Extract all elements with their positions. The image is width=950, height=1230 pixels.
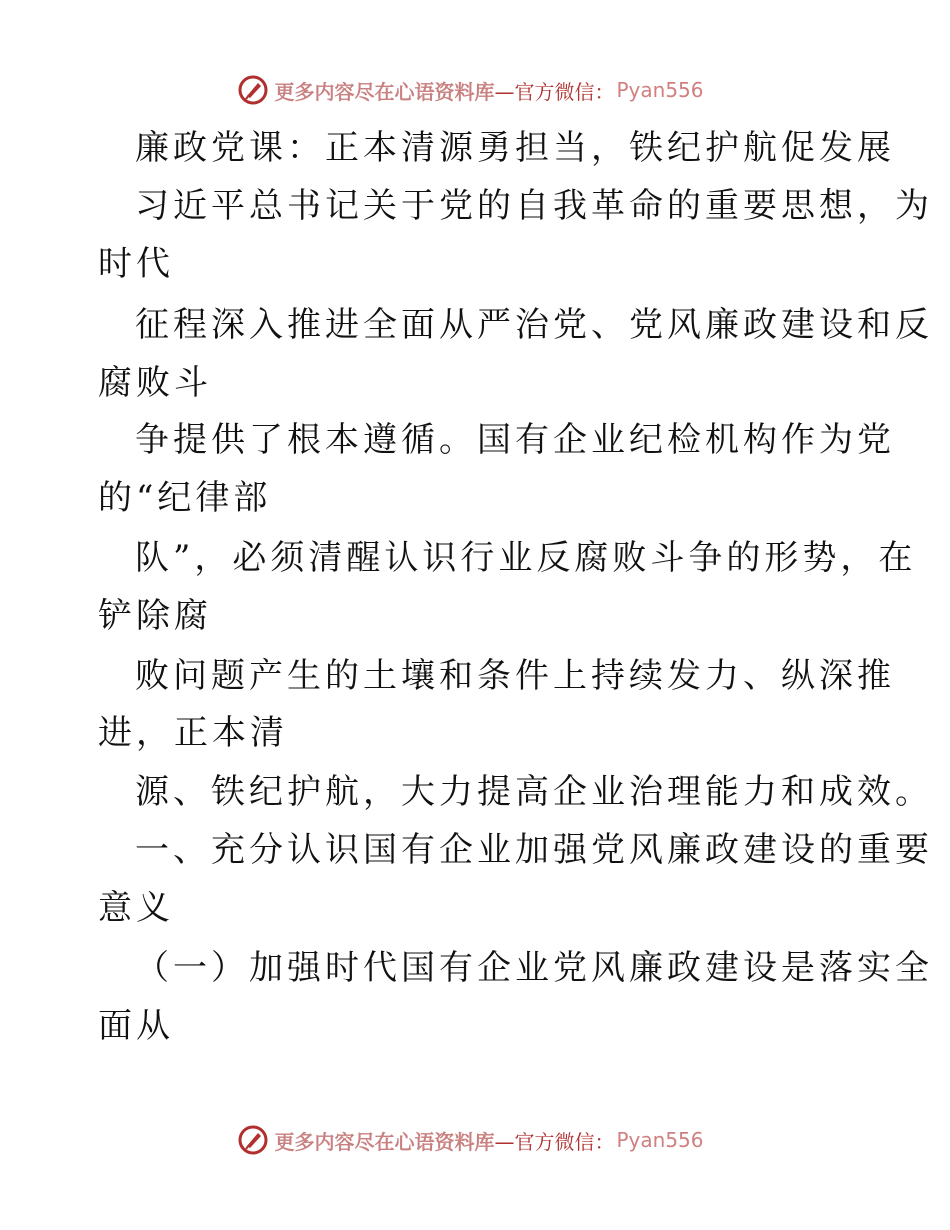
watermark-subtitle: —官方微信： bbox=[494, 1129, 615, 1154]
watermark-subtitle: —官方微信： bbox=[494, 79, 615, 104]
header-watermark bbox=[0, 70, 950, 110]
text-line: 的“纪律部 bbox=[98, 478, 272, 518]
text-line: 习近平总书记关于党的自我革命的重要思想，为 bbox=[135, 186, 933, 226]
watermark-title: 更多内容尽在心语资料库 bbox=[274, 79, 495, 104]
footer-watermark bbox=[0, 1120, 950, 1160]
text-line: 队”，必须清醒认识行业反腐败斗争的形势，在 bbox=[135, 538, 917, 578]
text-line: 进，正本清 bbox=[98, 713, 288, 753]
text-line: 时代 bbox=[98, 244, 174, 284]
text-line: 败问题产生的土壤和条件上持续发力、纵深推 bbox=[135, 656, 895, 696]
text-line: 争提供了根本遵循。国有企业纪检机构作为党 bbox=[135, 420, 895, 460]
text-line: 源、铁纪护航，大力提高企业治理能力和成效。 bbox=[135, 772, 933, 812]
subsection-heading: （一）加强时代国有企业党风廉政建设是落实全 bbox=[135, 948, 933, 988]
watermark-wechat-id: Pyan556 bbox=[616, 1128, 704, 1152]
watermark-title: 更多内容尽在心语资料库 bbox=[274, 1129, 495, 1154]
text-line: 征程深入推进全面从严治党、党风廉政建设和反 bbox=[135, 305, 933, 345]
quill-logo-icon bbox=[238, 75, 268, 105]
quill-logo-icon bbox=[238, 1125, 268, 1155]
document-title: 廉政党课：正本清源勇担当，铁纪护航促发展 bbox=[135, 128, 895, 168]
text-line: 腐败斗 bbox=[98, 363, 212, 403]
section-heading: 一、充分认识国有企业加强党风廉政建设的重要 bbox=[135, 830, 933, 870]
watermark-wechat-id: Pyan556 bbox=[616, 78, 704, 102]
text-line: 铲除腐 bbox=[98, 596, 212, 636]
text-line: 面从 bbox=[98, 1006, 174, 1046]
text-line: 意义 bbox=[98, 888, 174, 928]
